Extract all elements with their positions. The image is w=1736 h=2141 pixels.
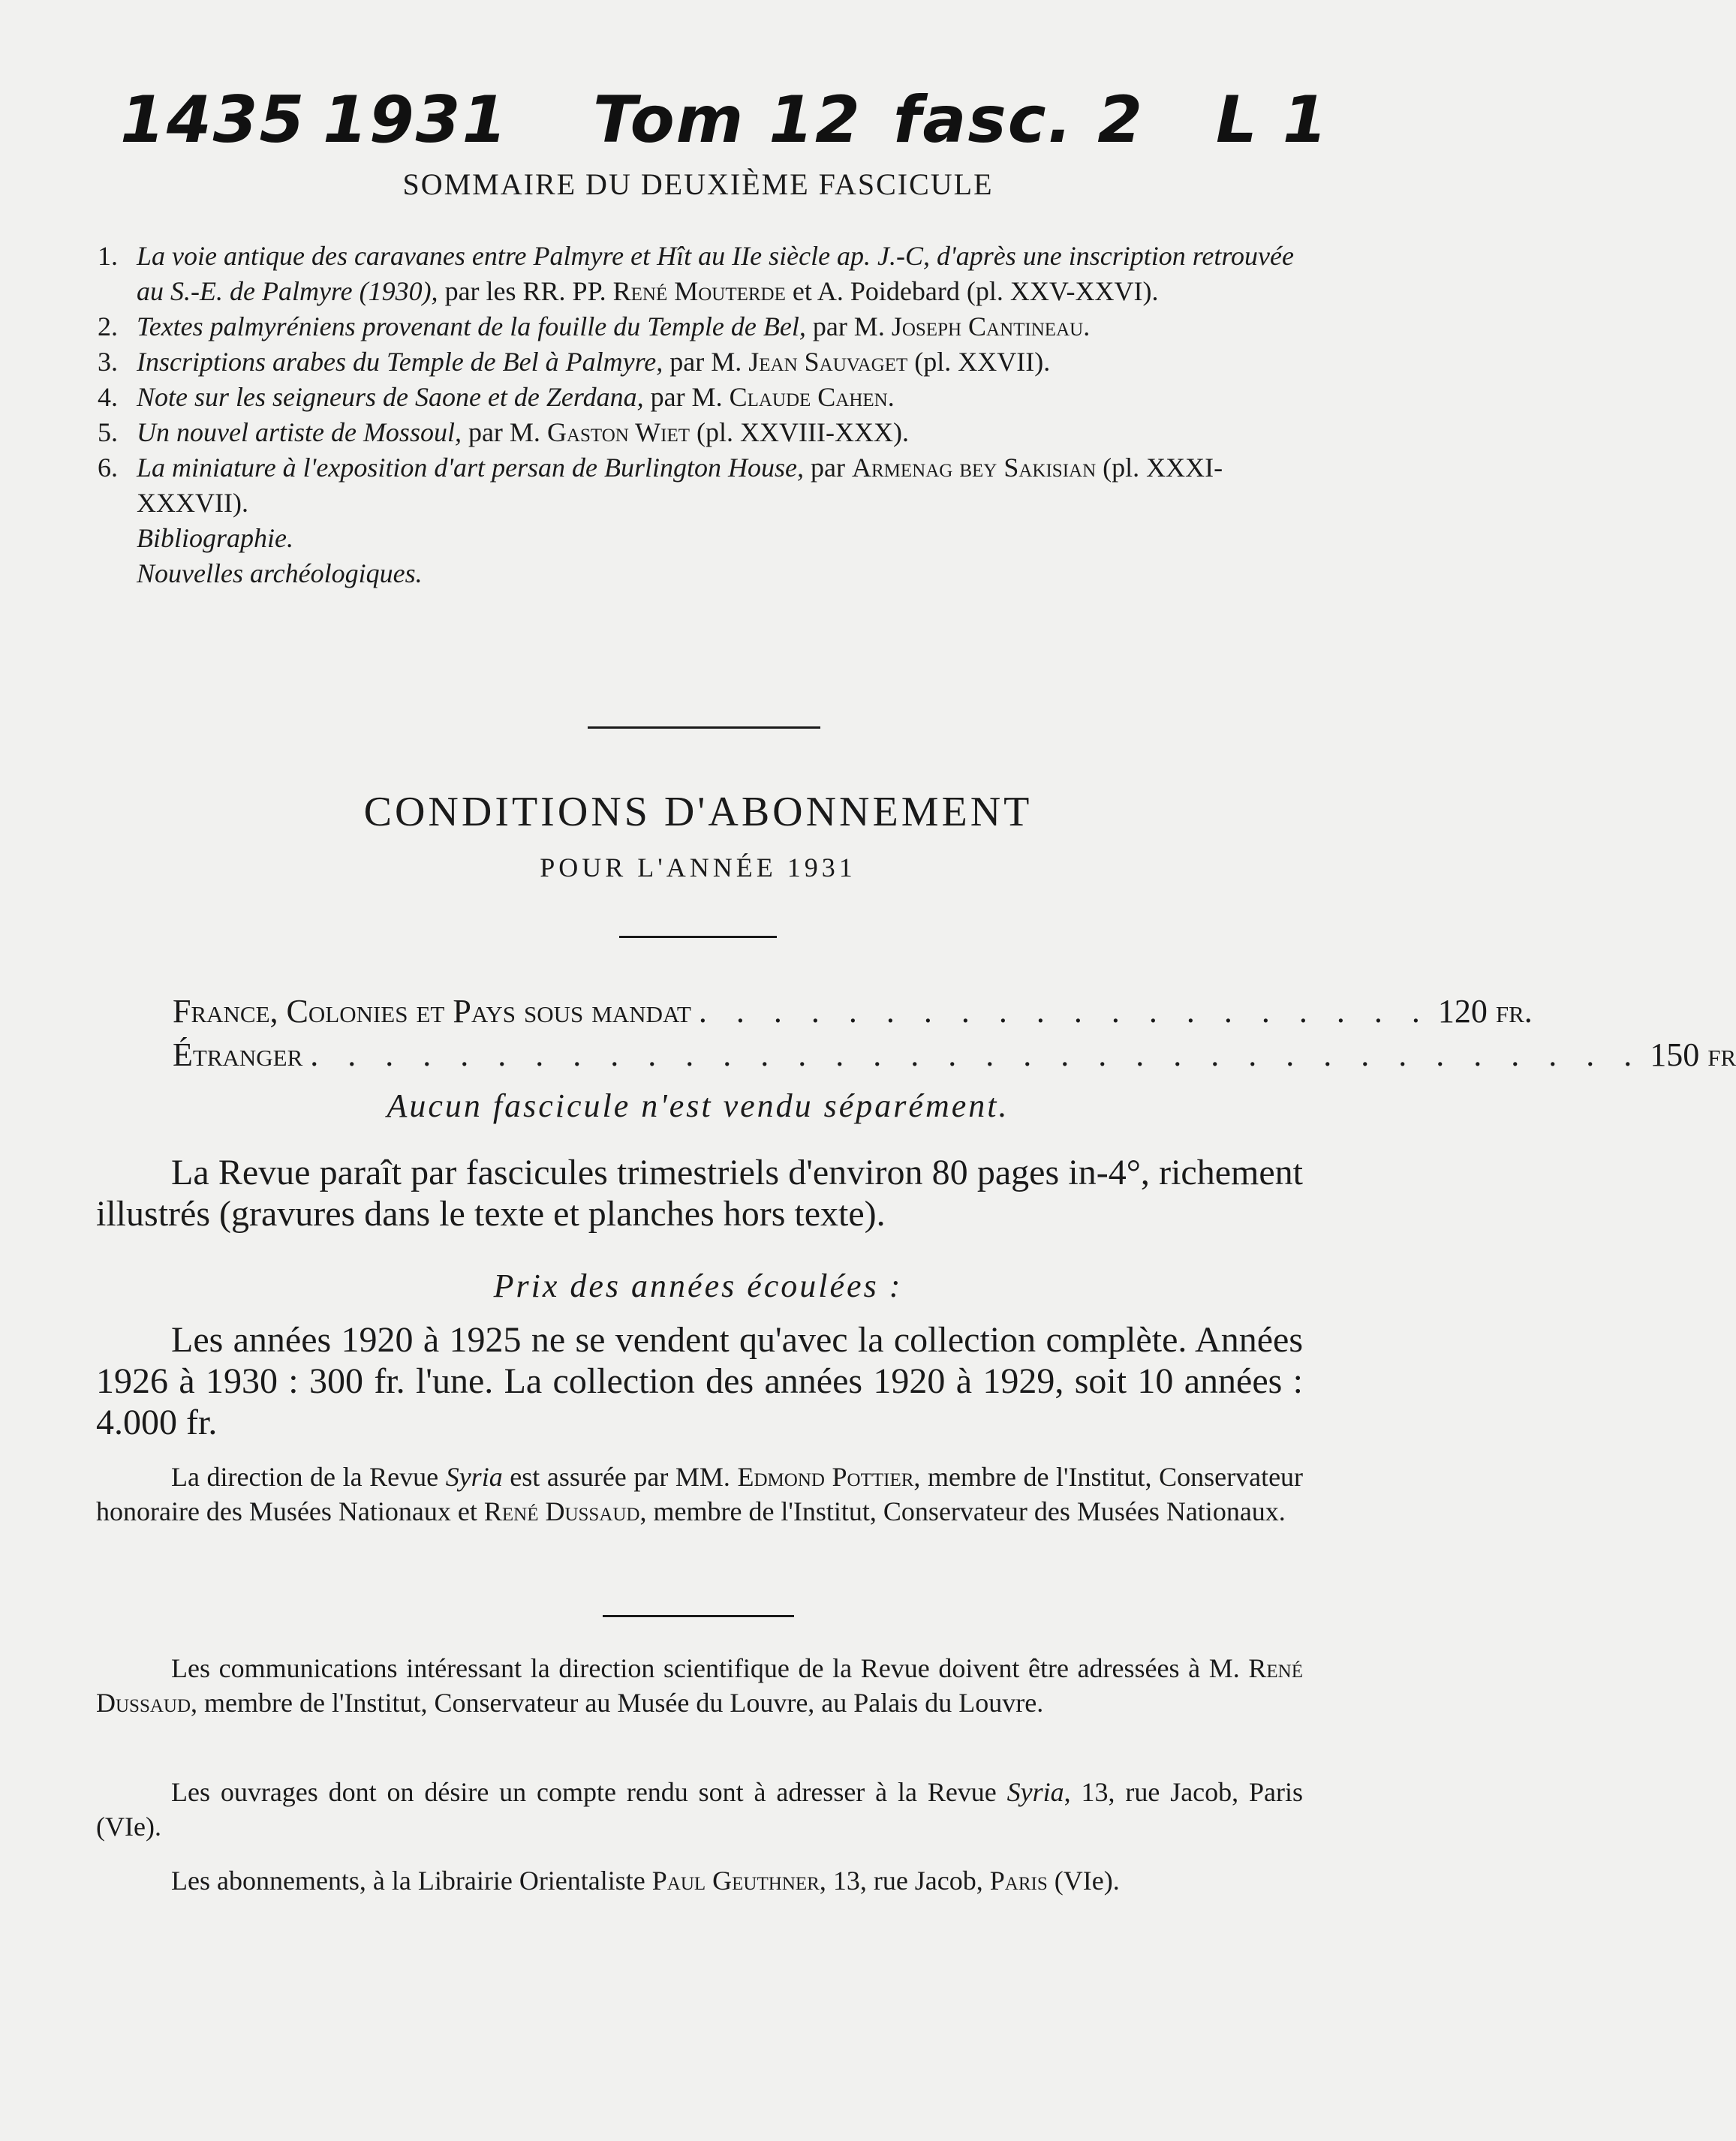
- toc-by: par M.: [812, 311, 885, 341]
- toc-title: La voie antique des caravanes entre Palmyre et Hît au IIe siècle ap. J.-C, d'après une inscription retrouvée au S.-E. de Palmyre (1930),: [137, 241, 1294, 306]
- toc-number: 5.: [98, 417, 118, 447]
- communications-paragraph: [96, 1651, 1303, 1720]
- handwritten-annotation: [113, 83, 1351, 173]
- toc-title: Note sur les seigneurs de Saone et de Zerdana,: [137, 382, 644, 412]
- sommaire-title: SOMMAIRE DU DEUXIÈME FASCICULE: [402, 167, 994, 201]
- direction-paragraph: [96, 1460, 1303, 1529]
- toc-item: [98, 380, 1313, 415]
- toc-author: Joseph Cantineau: [891, 311, 1084, 341]
- toc-item: [98, 309, 1313, 344]
- handwritten-year: 1931: [323, 83, 509, 158]
- journal-name: Syria: [445, 1462, 503, 1492]
- direction-text: , membre de l'Institut, Conservateur honoraire des Musées Nationaux et: [96, 1462, 1304, 1526]
- table-of-contents: [98, 239, 1313, 591]
- toc-title: La miniature à l'exposition d'art persan de Burlington House,: [137, 453, 805, 483]
- handwritten-fascicule: fasc. 2: [893, 83, 1145, 158]
- toc-nouvelles: Nouvelles archéologiques.: [137, 558, 423, 588]
- toc-item: [98, 415, 1313, 450]
- person-name: René Dussaud: [483, 1496, 640, 1526]
- city-name: Paris: [989, 1866, 1048, 1896]
- toc-by: par M.: [650, 382, 723, 412]
- price-amount: 150 fr: [1650, 1036, 1736, 1073]
- price-row: [173, 1036, 1736, 1074]
- publication-paragraph: La Revue paraît par fascicules trimestriels d'environ 80 pages in-4°, richement illustrés (gravures dans le texte et planches hors texte).: [96, 1153, 1303, 1234]
- toc-author: Gaston Wiet: [546, 417, 690, 447]
- communications-text: Les communications intéressant la direction scientifique de la Revue doivent être adressées à M.: [171, 1653, 1240, 1683]
- handwritten-number: 1435: [120, 83, 306, 158]
- toc-item: [98, 344, 1313, 380]
- toc-rest: et A. Poidebard (pl. XXV-XXVI).: [792, 276, 1159, 306]
- conditions-subtitle: POUR L'ANNÉE 1931: [540, 852, 856, 883]
- publisher-name: Paul Geuthner: [651, 1866, 820, 1896]
- handwritten-tome: Tom 12: [593, 83, 862, 158]
- toc-rest: (pl. XXVIII-XXX).: [697, 417, 909, 447]
- reviews-paragraph: [96, 1775, 1303, 1844]
- direction-text: La direction de la Revue: [171, 1462, 439, 1492]
- price-label: France, Colonies et Pays sous mandat: [173, 993, 691, 1030]
- direction-text: , membre de l'Institut, Conservateur des Musées Nationaux.: [639, 1496, 1286, 1526]
- divider: [619, 936, 777, 938]
- toc-number: 2.: [98, 311, 118, 341]
- toc-number: 3.: [98, 347, 118, 377]
- communications-text: , membre de l'Institut, Conservateur au Musée du Louvre, au Palais du Louvre.: [191, 1688, 1044, 1718]
- conditions-title: CONDITIONS D'ABONNEMENT: [363, 789, 1033, 835]
- toc-rest: .: [887, 382, 895, 412]
- prix-title: Prix des années écoulées :: [493, 1267, 903, 1304]
- prix-paragraph: Les années 1920 à 1925 ne se vendent qu'avec la collection complète. Années 1926 à 1930 : 300 fr. l'une. La collection des années 1920 à 1929, soit 10 années : 4.000 fr.: [96, 1320, 1303, 1442]
- toc-rest: (pl. XXVII).: [914, 347, 1051, 377]
- leader-dots: . . . . . . . . . . . . . . . . . . . . . . . . . . . . . . . . . . . .: [310, 1036, 1643, 1073]
- toc-author: Armenag bey Sakisian: [852, 453, 1097, 483]
- journal-name: Syria: [1006, 1777, 1064, 1807]
- toc-by: par les RR. PP.: [444, 276, 606, 306]
- toc-title: Un nouvel artiste de Mossoul,: [137, 417, 462, 447]
- divider: [603, 1615, 794, 1617]
- toc-number: 6.: [98, 453, 118, 483]
- toc-item: [98, 239, 1313, 309]
- separate-sale-note: Aucun fascicule n'est vendu séparément.: [387, 1087, 1009, 1124]
- subscriptions-paragraph: [96, 1863, 1303, 1898]
- subscriptions-text: Les abonnements, à la Librairie Orientaliste: [171, 1866, 645, 1896]
- toc-by: par M.: [669, 347, 742, 377]
- leader-dots: . . . . . . . . . . . . . . . . . . . .: [698, 993, 1431, 1030]
- toc-bibliographie: Bibliographie.: [137, 523, 293, 553]
- toc-author: Jean Sauvaget: [748, 347, 908, 377]
- price-amount: 120 fr.: [1437, 993, 1533, 1030]
- handwritten-code: L 1: [1216, 83, 1329, 158]
- direction-text: est assurée par MM.: [510, 1462, 730, 1492]
- reviews-text: Les ouvrages dont on désire un compte rendu sont à adresser à la Revue: [171, 1777, 997, 1807]
- toc-title: Textes palmyréniens provenant de la fouille du Temple de Bel,: [137, 311, 806, 341]
- toc-item: [98, 450, 1313, 521]
- price-row: [173, 992, 1533, 1030]
- subscriptions-text: (VIe).: [1054, 1866, 1120, 1896]
- reviews-text: , 13, rue Jacob, Paris (VIe).: [96, 1777, 1304, 1842]
- subscriptions-text: , 13, rue Jacob,: [819, 1866, 983, 1896]
- toc-title: Inscriptions arabes du Temple de Bel à Palmyre,: [137, 347, 663, 377]
- toc-number: 1.: [98, 241, 118, 271]
- toc-by: par: [811, 453, 845, 483]
- person-name: Edmond Pottier: [737, 1462, 914, 1492]
- toc-number: 4.: [98, 382, 118, 412]
- toc-rest: .: [1083, 311, 1091, 341]
- divider: [588, 726, 820, 729]
- toc-author: René Mouterde: [612, 276, 786, 306]
- toc-by: par M.: [468, 417, 540, 447]
- toc-author: Claude Cahen: [729, 382, 888, 412]
- toc-rest: (pl. XXXI-XXXVII).: [137, 453, 1223, 518]
- person-name: René Dussaud: [96, 1653, 1303, 1718]
- price-label: Étranger: [173, 1036, 303, 1073]
